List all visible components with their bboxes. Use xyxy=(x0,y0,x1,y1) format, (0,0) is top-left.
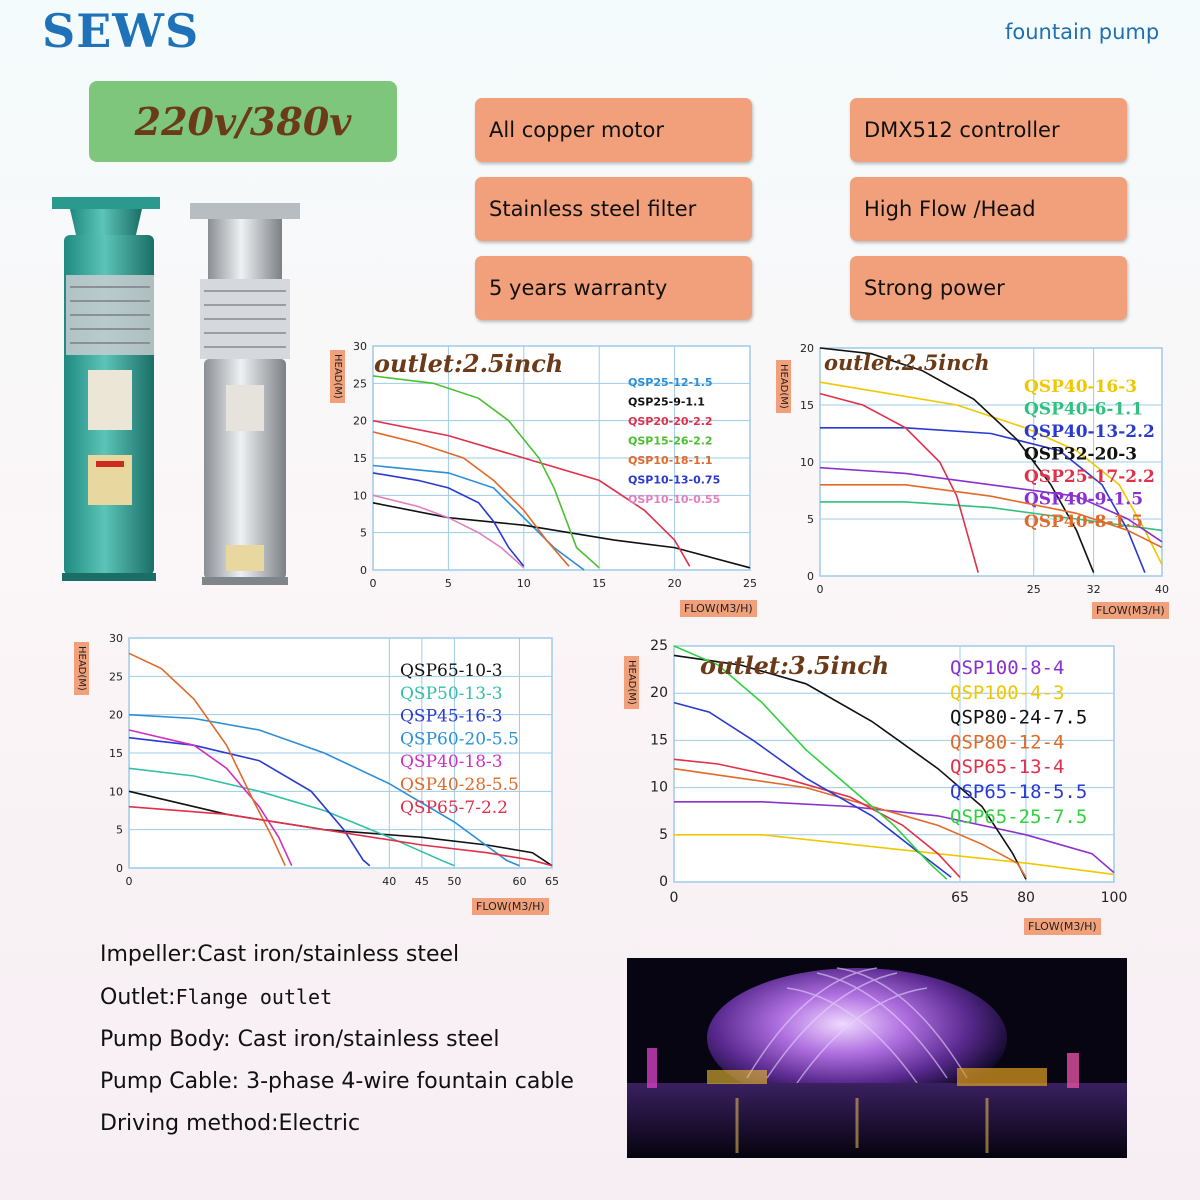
y-axis-label: HEAD(M) xyxy=(74,642,89,695)
y-axis-label: HEAD(M) xyxy=(330,350,345,403)
y-tick-label: 0 xyxy=(360,564,367,577)
legend-entry: QSP65-7-2.2 xyxy=(400,797,508,818)
x-tick-label: 60 xyxy=(512,875,527,888)
y-tick-label: 30 xyxy=(109,632,123,645)
x-tick-label: 32 xyxy=(1086,583,1101,596)
legend-entry: QSP40-16-3 xyxy=(1024,377,1138,397)
x-tick-label: 25 xyxy=(743,577,757,590)
x-tick-label: 0 xyxy=(816,583,824,596)
spec-item: Pump Body: Cast iron/stainless steel xyxy=(100,1027,500,1052)
y-tick-label: 15 xyxy=(650,732,668,749)
x-tick-label: 0 xyxy=(669,890,679,906)
legend-entry: QSP45-16-3 xyxy=(400,706,503,727)
y-tick-label: 25 xyxy=(109,670,123,684)
spec-item: Driving method:Electric xyxy=(100,1111,361,1136)
y-tick-label: 5 xyxy=(360,526,367,540)
voltage-badge: 220v/380v xyxy=(89,81,397,162)
chart-title: outlet:2.5inch xyxy=(374,349,564,378)
legend-entry: QSP10-18-1.1 xyxy=(628,454,713,467)
brand-logo: SEWS xyxy=(42,4,200,58)
legend-entry: QSP15-26-2.2 xyxy=(628,434,713,448)
x-tick-label: 20 xyxy=(667,577,682,590)
chart-1 xyxy=(330,342,760,624)
legend-entry: QSP40-28-5.5 xyxy=(400,775,519,795)
y-tick-label: 15 xyxy=(800,399,814,412)
legend-entry: QSP40-9-1.5 xyxy=(1024,489,1144,510)
y-tick-label: 10 xyxy=(800,456,814,469)
y-tick-label: 30 xyxy=(353,342,367,353)
x-tick-label: 0 xyxy=(125,875,133,888)
x-tick-label: 10 xyxy=(516,577,531,590)
y-tick-label: 10 xyxy=(109,785,123,799)
legend-entry: QSP65-25-7.5 xyxy=(950,805,1088,828)
x-tick-label: 80 xyxy=(1017,890,1035,906)
x-axis-label: FLOW(M3/H) xyxy=(472,898,549,915)
y-tick-label: 15 xyxy=(353,452,367,465)
legend-entry: QSP50-13-3 xyxy=(400,683,503,704)
legend-entry: QSP60-20-5.5 xyxy=(400,729,519,750)
legend-entry: QSP25-12-1.5 xyxy=(628,376,713,389)
legend-entry: QSP40-6-1.1 xyxy=(1024,399,1144,420)
legend-entry: QSP10-10-0.55 xyxy=(628,493,721,506)
y-axis-label: HEAD(M) xyxy=(776,360,791,413)
x-tick-label: 25 xyxy=(1026,583,1041,596)
y-tick-label: 0 xyxy=(807,570,814,583)
green-pump xyxy=(52,197,160,581)
legend-entry: QSP80-12-4 xyxy=(950,731,1065,754)
y-tick-label: 20 xyxy=(353,414,367,428)
chart-1-svg xyxy=(330,342,760,602)
x-tick-label: 65 xyxy=(951,890,969,906)
product-category: fountain pump xyxy=(1005,20,1160,44)
legend-entry: QSP65-18-5.5 xyxy=(950,781,1088,803)
x-axis-label: FLOW(M3/H) xyxy=(1024,918,1101,935)
y-tick-label: 10 xyxy=(650,779,668,796)
stainless-pump xyxy=(190,203,300,585)
x-axis-label: FLOW(M3/H) xyxy=(1092,602,1169,619)
y-axis-label: HEAD(M) xyxy=(624,656,639,709)
legend-entry: QSP65-10-3 xyxy=(400,661,503,681)
spec-list xyxy=(100,934,574,1145)
legend-entry: QSP32-20-3 xyxy=(1024,444,1138,465)
feature-badge: Strong power xyxy=(850,256,1127,320)
chart-3 xyxy=(72,632,562,918)
legend-entry: QSP65-13-4 xyxy=(950,756,1065,779)
legend-entry: QSP25-17-2.2 xyxy=(1024,467,1155,487)
x-tick-label: 15 xyxy=(592,577,607,590)
legend-entry: QSP40-8-1.5 xyxy=(1024,512,1144,532)
pump-products-image xyxy=(40,175,330,595)
chart-4-svg xyxy=(620,638,1140,914)
fountain-night-photo xyxy=(627,958,1127,1158)
legend-entry: QSP40-13-2.2 xyxy=(1024,422,1155,442)
x-tick-label: 50 xyxy=(447,875,462,888)
y-tick-label: 0 xyxy=(116,862,123,875)
legend-entry: QSP80-24-7.5 xyxy=(950,706,1088,729)
y-tick-label: 25 xyxy=(650,638,668,654)
x-tick-label: 45 xyxy=(414,875,429,888)
y-tick-label: 20 xyxy=(650,685,668,702)
feature-badge: 5 years warranty xyxy=(475,256,752,320)
x-tick-label: 0 xyxy=(369,577,377,590)
chart-title: outlet:2.5inch xyxy=(824,350,990,375)
legend-entry: QSP100-4-3 xyxy=(950,681,1065,704)
spec-item: Impeller:Cast iron/stainless steel xyxy=(100,942,460,967)
legend-entry: QSP20-20-2.2 xyxy=(628,415,713,428)
feature-badge: DMX512 controller xyxy=(850,98,1127,162)
feature-badge: All copper motor xyxy=(475,98,752,162)
y-tick-label: 15 xyxy=(109,747,123,760)
chart-title: outlet:3.5inch xyxy=(700,651,890,680)
y-tick-label: 0 xyxy=(659,874,668,890)
x-tick-label: 65 xyxy=(545,875,559,888)
legend-entry: QSP40-18-3 xyxy=(400,752,503,773)
feature-badge: Stainless steel filter xyxy=(475,177,752,241)
x-axis-label: FLOW(M3/H) xyxy=(680,600,757,617)
legend-entry: QSP25-9-1.1 xyxy=(628,395,705,409)
chart-4 xyxy=(620,638,1140,940)
y-tick-label: 10 xyxy=(353,489,367,503)
chart-3-svg xyxy=(72,632,562,897)
x-tick-label: 5 xyxy=(444,577,452,590)
x-tick-label: 40 xyxy=(382,875,397,888)
y-tick-label: 5 xyxy=(659,826,668,843)
y-tick-label: 25 xyxy=(353,377,367,391)
x-tick-label: 100 xyxy=(1100,890,1128,906)
legend-entry: QSP10-13-0.75 xyxy=(628,473,721,487)
legend-entry: QSP100-8-4 xyxy=(950,657,1065,679)
y-tick-label: 5 xyxy=(807,513,814,526)
y-tick-label: 5 xyxy=(116,823,123,837)
feature-badge: High Flow /Head xyxy=(850,177,1127,241)
spec-item: Outlet:Flange outlet xyxy=(100,985,333,1010)
y-tick-label: 20 xyxy=(800,344,814,355)
chart-2-svg xyxy=(772,344,1172,604)
chart-2 xyxy=(772,344,1172,626)
spec-item: Pump Cable: 3-phase 4-wire fountain cable xyxy=(100,1069,574,1094)
y-tick-label: 20 xyxy=(109,708,123,722)
x-tick-label: 40 xyxy=(1155,583,1169,596)
